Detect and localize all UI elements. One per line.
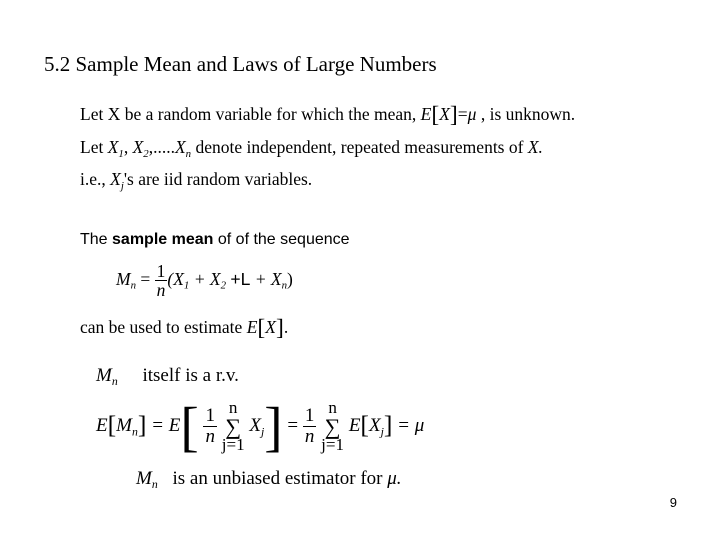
variable-m: M <box>96 365 112 386</box>
subscript: 1 <box>183 279 190 292</box>
expression: (X <box>167 268 184 289</box>
subscript: n <box>111 375 118 389</box>
expectation-symbol: E <box>96 415 108 437</box>
left-bracket: [ <box>107 410 117 440</box>
sum-upper: n <box>228 398 238 417</box>
sigma-symbol: ∑ <box>225 414 242 440</box>
slide-title: 5.2 Sample Mean and Laws of Large Numbers <box>44 52 437 76</box>
subscript: 1 <box>118 147 124 160</box>
denominator: n <box>156 280 166 301</box>
numerator: 1 <box>156 261 166 281</box>
left-bracket: [ <box>431 101 440 128</box>
text: The <box>80 231 108 248</box>
iid-line <box>80 169 312 192</box>
expression: + X <box>254 268 282 289</box>
sample-mean-formula <box>116 262 293 300</box>
subscript: j <box>261 425 265 439</box>
variable-xj: X <box>110 169 121 189</box>
term-sample-mean: sample mean <box>112 231 214 248</box>
sample-mean-intro <box>80 231 350 249</box>
variable-m: M <box>116 268 131 289</box>
denominator: n <box>304 426 315 448</box>
subscript: n <box>185 147 192 160</box>
ellipsis-glyph: +L <box>230 268 251 289</box>
denominator: n <box>205 426 215 448</box>
variable-x2: X <box>132 137 144 157</box>
left-bracket: [ <box>257 314 266 341</box>
text: , is unknown. <box>480 104 576 124</box>
left-bracket: [ <box>180 395 199 457</box>
numerator: 1 <box>205 405 215 427</box>
expression: + X <box>193 268 221 289</box>
fraction <box>303 406 317 447</box>
subscript: 2 <box>220 279 226 292</box>
text: of of the sequence <box>217 231 350 248</box>
measurements-line: Let $X_1$, $X_2,.....X_n$ denote independent, repeated measurements of X. <box>80 137 543 160</box>
close-paren: ) <box>287 268 293 289</box>
subscript: n <box>131 425 138 439</box>
page-number: 9 <box>669 495 677 510</box>
text: Let <box>80 137 104 157</box>
variable-x: X <box>249 415 262 437</box>
text: i.e., <box>80 169 106 189</box>
subscript: j <box>380 425 384 439</box>
unbiased-line <box>136 468 402 492</box>
expression: = E <box>151 415 181 437</box>
rv-line <box>96 365 239 389</box>
text: 's are iid random variables. <box>123 169 313 189</box>
equals-sign: = <box>140 268 151 289</box>
subscript: n <box>281 279 287 292</box>
variable-x: X <box>439 104 450 124</box>
text: itself is a r.v. <box>142 365 239 386</box>
sigma-symbol: ∑ <box>324 414 341 440</box>
expression: = μ <box>397 415 425 437</box>
fraction <box>203 406 217 447</box>
expectation-symbol: E <box>246 317 258 337</box>
sum-upper: n <box>328 398 337 417</box>
equals-sign: = <box>287 415 299 437</box>
variable-xn: X <box>174 137 186 157</box>
period: . <box>283 317 289 337</box>
numerator: 1 <box>304 405 315 427</box>
variable-m: M <box>136 468 152 489</box>
estimate-line <box>80 314 289 341</box>
ellipsis: ,..... <box>148 137 175 157</box>
subscript: j <box>120 179 124 192</box>
expectation-symbol: E <box>348 415 361 437</box>
text: is an unbiased estimator for <box>172 468 383 489</box>
right-bracket: ] <box>264 395 283 457</box>
right-bracket: ] <box>275 314 284 341</box>
variable-m: M <box>116 415 132 437</box>
text: can be used to estimate <box>80 317 243 337</box>
summation <box>222 400 245 454</box>
mean-unknown-line <box>80 101 576 128</box>
sum-lower: j=1 <box>221 435 245 455</box>
variable-x: X <box>368 415 381 437</box>
right-bracket: ] <box>449 101 458 128</box>
mu-symbol: μ. <box>387 468 402 489</box>
variable-x1: X <box>107 137 119 157</box>
variable-x: X <box>265 317 276 337</box>
right-bracket: ] <box>383 410 393 440</box>
left-bracket: [ <box>360 410 369 440</box>
sum-lower: j=1 <box>321 435 345 455</box>
subscript: 2 <box>143 147 149 160</box>
fraction <box>155 262 168 300</box>
summation <box>321 400 344 454</box>
subscript: n <box>151 478 158 492</box>
right-bracket: ] <box>137 410 147 440</box>
expectation-symbol: E <box>420 104 432 124</box>
subscript: n <box>130 279 136 292</box>
mu-symbol: μ <box>467 104 477 124</box>
text: Let X be a random variable for which the mean, <box>80 104 417 124</box>
equals-sign: = <box>457 104 468 124</box>
text: denote independent, repeated measurements of <box>195 137 524 157</box>
expectation-derivation <box>96 395 425 457</box>
variable-x: X. <box>527 137 543 157</box>
